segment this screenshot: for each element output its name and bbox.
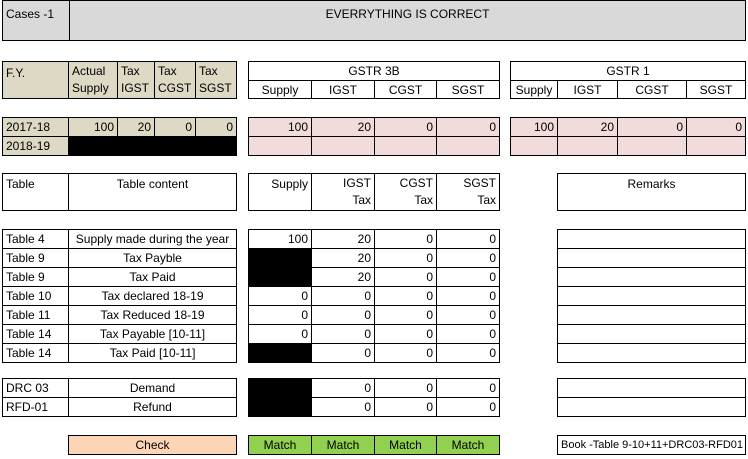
rows-remark-cell[interactable] [557,324,746,344]
gstr3b-sgst-header[interactable]: SGST [436,80,500,99]
rows-supply-value: 0 [301,308,308,322]
drc_rows-cgst-cell[interactable] [374,378,437,398]
gstr3b-cgst-header[interactable]: CGST [374,80,437,99]
rows-igst-value: 0 [364,308,371,322]
gstr1-2018-19-supply[interactable] [510,136,558,156]
rows-cgst-value: 0 [426,289,433,303]
drc_rows-sgst-cell[interactable] [436,397,500,417]
rows-igst-value: 20 [357,251,371,265]
gstr1-2018-19-cgst[interactable] [617,136,687,156]
drc_rows-table-cell[interactable] [2,397,69,417]
rows-table-value: Table 14 [6,327,52,341]
rows-sgst-value: 0 [489,289,496,303]
rows-igst-cell[interactable] [311,305,375,325]
rows-sgst-value: 0 [489,327,496,341]
sgst-tax-col-header[interactable]: SGST Tax [436,173,500,211]
gstr1-2018-19-igst[interactable] [557,136,618,156]
drc_rows-content-cell[interactable] [68,378,237,398]
rows-igst-cell[interactable] [311,343,375,363]
book-formula-note[interactable]: Book -Table 9-10+11+DRC03-RFD01 [557,435,746,455]
rows-content-value: Tax Payable [10-11] [99,327,206,341]
rows-cgst-cell[interactable] [374,343,437,363]
remarks-col-header[interactable]: Remarks [557,173,746,211]
drc_rows-cgst-value: 0 [426,400,433,414]
gstr3b-2017-18-igst[interactable]: 20 [311,117,375,137]
gstr1-cgst-header[interactable]: CGST [617,80,687,99]
table-col-header[interactable]: Table [2,173,69,211]
rows-table-value: Table 11 [6,308,51,322]
drc_rows-igst-value: 0 [364,400,371,414]
gstr3b-2017-18-cgst[interactable]: 0 [374,117,437,137]
rows-sgst-cell[interactable] [436,305,500,325]
rows-sgst-cell[interactable] [436,229,500,249]
rows-sgst-cell[interactable] [436,248,500,268]
rows-cgst-value: 0 [426,346,433,360]
rows-igst-value: 20 [357,232,371,246]
match-cgst-badge[interactable]: Match [374,435,437,455]
rows-supply-value: 0 [301,327,308,341]
rows-supply-cell[interactable] [248,305,312,325]
rows-supply-cell[interactable] [248,286,312,306]
rows-supply-cell[interactable] [248,343,312,363]
drc_rows-content-cell[interactable] [68,397,237,417]
supply-col-header[interactable]: Supply [248,173,312,211]
gstr1-2017-18-sgst[interactable]: 0 [686,117,746,137]
rows-cgst-cell[interactable] [374,286,437,306]
rows-cgst-value: 0 [426,308,433,322]
fy-2017-18-igst[interactable]: 20 [117,117,155,137]
rows-table-value: Table 9 [6,251,45,265]
rows-table-cell[interactable] [2,248,69,268]
match-sgst-badge[interactable]: Match [436,435,500,455]
rows-content-value: Tax Payble [123,251,182,265]
tax-igst-header[interactable]: Tax IGST [117,61,155,99]
case-label-cell[interactable]: Cases -1 [2,0,70,41]
rows-supply-cell[interactable] [248,267,312,287]
drc_rows-table-value: RFD-01 [6,400,49,414]
rows-cgst-cell[interactable] [374,229,437,249]
rows-supply-value: 0 [301,289,308,303]
rows-cgst-cell[interactable] [374,305,437,325]
rows-content-value: Supply made during the year [75,232,230,246]
rows-table-cell[interactable] [2,343,69,363]
drc_rows-sgst-value: 0 [489,400,496,414]
rows-sgst-value: 0 [489,251,496,265]
drc_rows-igst-value: 0 [364,381,371,395]
rows-igst-value: 0 [364,327,371,341]
match-igst-badge[interactable]: Match [311,435,375,455]
rows-sgst-value: 0 [489,346,496,360]
drc_rows-cgst-value: 0 [426,381,433,395]
igst-tax-col-header[interactable]: IGST Tax [311,173,375,211]
fy-2018-19-blacked-out [68,136,237,156]
drc_rows-igst-cell[interactable] [311,397,375,417]
rows-sgst-value: 0 [489,270,496,284]
gstr3b-supply-header[interactable]: Supply [248,80,312,99]
rows-cgst-value: 0 [426,270,433,284]
rows-sgst-cell[interactable] [436,324,500,344]
cgst-tax-col-header[interactable]: CGST Tax [374,173,437,211]
rows-igst-value: 0 [364,289,371,303]
rows-content-cell[interactable] [68,248,237,268]
gstr3b-2018-19-igst[interactable] [311,136,375,156]
rows-remark-cell[interactable] [557,305,746,325]
gstr1-igst-header[interactable]: IGST [557,80,618,99]
rows-content-cell[interactable] [68,305,237,325]
match-supply-badge[interactable]: Match [248,435,312,455]
fy-header[interactable]: F.Y. [2,61,69,99]
rows-table-value: Table 9 [6,270,45,284]
gstr3b-2018-19-supply[interactable] [248,136,312,156]
rows-table-value: Table 14 [6,346,52,360]
rows-remark-cell[interactable] [557,343,746,363]
rows-sgst-cell[interactable] [436,343,500,363]
rows-sgst-value: 0 [489,232,496,246]
rows-content-cell[interactable] [68,343,237,363]
rows-igst-cell[interactable] [311,267,375,287]
drc_rows-sgst-cell[interactable] [436,378,500,398]
rows-cgst-cell[interactable] [374,267,437,287]
rows-content-value: Tax Reduced 18-19 [100,308,205,322]
gstr3b-2018-19-sgst[interactable] [436,136,500,156]
actual-supply-header[interactable]: Actual Supply [68,61,118,99]
tax-cgst-header[interactable]: Tax CGST [154,61,196,99]
drc_rows-supply-cell[interactable] [248,397,312,417]
rows-content-value: Tax declared 18-19 [101,289,204,303]
rows-igst-cell[interactable] [311,324,375,344]
rows-table-cell[interactable] [2,229,69,249]
rows-table-cell[interactable] [2,305,69,325]
check-label[interactable]: Check [68,435,237,455]
rows-igst-value: 20 [357,270,371,284]
gstr1-2017-18-cgst[interactable]: 0 [617,117,687,137]
fy-2017-18-sgst[interactable]: 0 [195,117,237,137]
rows-content-cell[interactable] [68,229,237,249]
rows-content-value: Tax Paid [10-11] [109,346,196,360]
gstr1-2017-18-igst[interactable]: 20 [557,117,618,137]
drc_rows-content-value: Demand [129,381,176,395]
rows-supply-cell[interactable] [248,248,312,268]
rows-table-cell[interactable] [2,267,69,287]
drc_rows-table-cell[interactable] [2,378,69,398]
rows-remark-cell[interactable] [557,229,746,249]
rows-igst-cell[interactable] [311,248,375,268]
rows-sgst-value: 0 [489,308,496,322]
gstr3b-2018-19-cgst[interactable] [374,136,437,156]
drc_rows-table-value: DRC 03 [6,381,49,395]
rows-cgst-cell[interactable] [374,248,437,268]
rows-content-cell[interactable] [68,324,237,344]
rows-remark-cell[interactable] [557,267,746,287]
rows-cgst-value: 0 [426,327,433,341]
rows-cgst-cell[interactable] [374,324,437,344]
gstr3b-2017-18-supply[interactable]: 100 [248,117,312,137]
rows-table-value: Table 10 [6,289,52,303]
rows-sgst-cell[interactable] [436,267,500,287]
rows-content-value: Tax Paid [129,270,176,284]
gstr1-2017-18-supply[interactable]: 100 [510,117,558,137]
rows-content-cell[interactable] [68,286,237,306]
fy-2017-18-actual[interactable]: 100 [68,117,118,137]
rows-sgst-cell[interactable] [436,286,500,306]
gstr3b-title[interactable]: GSTR 3B [248,61,500,81]
gstr1-title[interactable]: GSTR 1 [510,61,746,81]
drc_rows-igst-cell[interactable] [311,378,375,398]
fy-2018-19-cell[interactable]: 2018-19 [2,136,69,156]
drc_rows-remark-cell[interactable] [557,378,746,398]
gstr3b-igst-header[interactable]: IGST [311,80,375,99]
drc_rows-sgst-value: 0 [489,381,496,395]
rows-table-value: Table 4 [6,232,45,246]
rows-cgst-value: 0 [426,251,433,265]
rows-igst-cell[interactable] [311,286,375,306]
drc_rows-cgst-cell[interactable] [374,397,437,417]
fy-2017-18-cell[interactable]: 2017-18 [2,117,69,137]
table-content-col-header[interactable]: Table content [68,173,237,211]
case-status-title[interactable]: EVERRYTHING IS CORRECT [69,0,746,41]
rows-remark-cell[interactable] [557,286,746,306]
rows-cgst-value: 0 [426,232,433,246]
rows-supply-cell[interactable] [248,229,312,249]
gstr1-2018-19-sgst[interactable] [686,136,746,156]
drc_rows-remark-cell[interactable] [557,397,746,417]
gstr3b-2017-18-sgst[interactable]: 0 [436,117,500,137]
tax-sgst-header[interactable]: Tax SGST [195,61,237,99]
rows-table-cell[interactable] [2,324,69,344]
drc_rows-supply-cell[interactable] [248,378,312,398]
gstr1-supply-header[interactable]: Supply [510,80,558,99]
drc_rows-content-value: Refund [133,400,172,414]
rows-supply-value: 100 [287,232,308,246]
gstr1-sgst-header[interactable]: SGST [686,80,746,99]
fy-2017-18-cgst[interactable]: 0 [154,117,196,137]
rows-table-cell[interactable] [2,286,69,306]
rows-igst-value: 0 [364,346,371,360]
rows-igst-cell[interactable] [311,229,375,249]
rows-supply-cell[interactable] [248,324,312,344]
rows-content-cell[interactable] [68,267,237,287]
rows-remark-cell[interactable] [557,248,746,268]
